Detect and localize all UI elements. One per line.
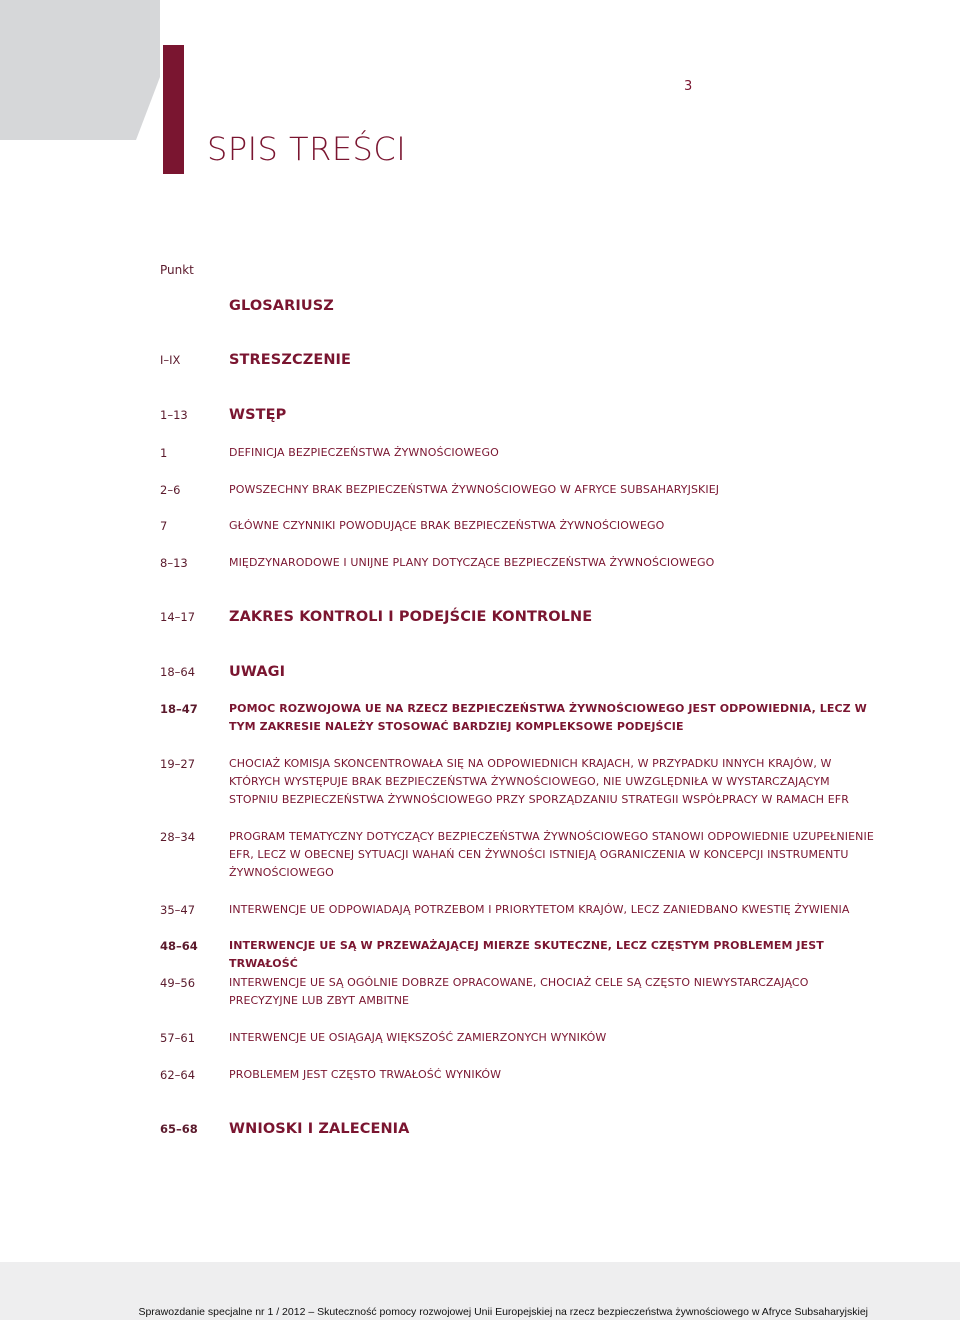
toc-entry-number: 28–34 — [160, 830, 196, 844]
toc-entry-number: 48–64 — [160, 939, 198, 953]
toc-entry-number: 14–17 — [160, 610, 196, 624]
toc-entry-number: 2–6 — [160, 483, 181, 497]
toc-subentry[interactable] — [160, 1029, 880, 1047]
toc-entry-number: I–IX — [160, 353, 181, 367]
toc-subentry[interactable] — [160, 828, 880, 882]
toc-subentry[interactable] — [160, 1066, 880, 1084]
toc-entry-number: 62–64 — [160, 1068, 196, 1082]
toc-entry-title: MIĘDZYNARODOWE I UNIJNE PLANY DOTYCZĄCE BEZPIECZEŃSTWA ŻYWNOŚCIOWEGO — [229, 556, 715, 569]
toc-entry-title: POWSZECHNY BRAK BEZPIECZEŃSTWA ŻYWNOŚCIOWEGO W AFRYCE SUBSAHARYJSKIEJ — [229, 483, 720, 496]
toc-subentry[interactable] — [160, 937, 880, 973]
toc-entry-number: 7 — [160, 519, 168, 533]
toc-entry-glosariusz[interactable] — [160, 296, 880, 316]
toc-entry-title: GŁÓWNE CZYNNIKI POWODUJĄCE BRAK BEZPIECZEŃSTWA ŻYWNOŚCIOWEGO — [229, 519, 665, 532]
toc-entry-number: 35–47 — [160, 903, 196, 917]
toc-entry-number: 1 — [160, 446, 168, 460]
toc-subentry[interactable] — [160, 444, 880, 462]
toc-entry-title: UWAGI — [229, 664, 286, 680]
toc-entry-number: 1–13 — [160, 408, 188, 422]
toc-entry-title: STRESZCZENIE — [229, 352, 352, 368]
toc-subentry[interactable] — [160, 517, 880, 535]
toc-entry-number: 19–27 — [160, 757, 196, 771]
toc-entry-wnioski[interactable] — [160, 1119, 880, 1139]
toc-entry-title: INTERWENCJE UE SĄ W PRZEWAŻAJĄCEJ MIERZE SKUTECZNE, LECZ CZĘSTYM PROBLEMEM JEST TRWAŁOŚĆ — [229, 939, 824, 970]
toc-entry-wstep[interactable] — [160, 405, 880, 425]
footer-band — [0, 1262, 960, 1320]
toc-entry-title: INTERWENCJE UE ODPOWIADAJĄ POTRZEBOM I PRIORYTETOM KRAJÓW, LECZ ZANIEDBANO KWESTIĘ ŻYWIENIA — [229, 903, 850, 916]
page-title: SPIS TREŚCI — [207, 130, 407, 168]
corner-decoration — [0, 0, 160, 140]
toc-entry-title: GLOSARIUSZ — [229, 298, 334, 314]
toc-entry-zakres-kontroli[interactable] — [160, 607, 880, 627]
toc-entry-title: PROBLEMEM JEST CZĘSTO TRWAŁOŚĆ WYNIKÓW — [229, 1068, 502, 1081]
toc-entry-number: 18–64 — [160, 665, 196, 679]
toc-entry-number: 8–13 — [160, 556, 188, 570]
footer-text: Sprawozdanie specjalne nr 1 / 2012 – Skuteczność pomocy rozwojowej Unii Europejskiej na rzecz bezpieczeństwa żywnościowego w Afryce Subsaharyjskiej — [138, 1306, 868, 1318]
toc-entry-number: 65–68 — [160, 1122, 198, 1136]
toc-subentry[interactable] — [160, 974, 880, 1010]
toc-entry-number: 18–47 — [160, 702, 198, 716]
toc-subentry[interactable] — [160, 755, 880, 809]
page-number: 3 — [684, 79, 693, 94]
toc-entry-title: DEFINICJA BEZPIECZEŃSTWA ŻYWNOŚCIOWEGO — [229, 446, 499, 459]
toc-entry-title: WNIOSKI I ZALECENIA — [229, 1121, 410, 1137]
toc-subentry[interactable] — [160, 481, 880, 499]
toc-entry-title: ZAKRES KONTROLI I PODEJŚCIE KONTROLNE — [229, 609, 593, 625]
toc-entry-title: WSTĘP — [229, 407, 287, 423]
toc-entry-title: INTERWENCJE UE SĄ OGÓLNIE DOBRZE OPRACOWANE, CHOCIAŻ CELE SĄ CZĘSTO NIEWYSTARCZAJĄCO PRECYZYJNE LUB ZBYT AMBITNE — [229, 976, 809, 1007]
toc-entry-number: 49–56 — [160, 976, 196, 990]
toc-subentry[interactable] — [160, 554, 880, 572]
toc-entry-title: POMOC ROZWOJOWA UE NA RZECZ BEZPIECZEŃSTWA ŻYWNOŚCIOWEGO JEST ODPOWIEDNIA, LECZ W TYM ZAKRESIE NALEŻY STOSOWAĆ BARDZIEJ KOMPLEKSOWE PODEJŚCIE — [229, 702, 867, 733]
toc-entry-streszczenie[interactable] — [160, 350, 880, 370]
toc-entry-title: PROGRAM TEMATYCZNY DOTYCZĄCY BEZPIECZEŃSTWA ŻYWNOŚCIOWEGO STANOWI ODPOWIEDNIE UZUPEŁNIENIE EFR, LECZ W OBECNEJ SYTUACJI WAHAŃ CEN ŻYWNOŚCI ISTNIEJĄ OGRANICZENIA W KONCEPCJI INSTRUMENTU ŻYWNOŚCIOWEGO — [229, 830, 874, 879]
accent-bar — [163, 45, 184, 174]
toc-entry-title: CHOCIAŻ KOMISJA SKONCENTROWAŁA SIĘ NA ODPOWIEDNICH KRAJACH, W PRZYPADKU INNYCH KRAJÓW, W KTÓRYCH WYSTĘPUJE BRAK BEZPIECZEŃSTWA ŻYWNOŚCIOWEGO, NIE UWZGLĘDNIŁA W WYSTARCZAJĄCYM STOPNIU BEZPIECZEŃSTWA ŻYWNOŚCIOWEGO PRZY SPORZĄDZANIU STRATEGII WSPÓŁPRACY W RAMACH EFR — [229, 757, 849, 806]
toc-subentry[interactable] — [160, 700, 880, 736]
toc-entry-title: INTERWENCJE UE OSIĄGAJĄ WIĘKSZOŚĆ ZAMIERZONYCH WYNIKÓW — [229, 1031, 607, 1044]
toc-entry-number: 57–61 — [160, 1031, 196, 1045]
toc-subentry[interactable] — [160, 901, 880, 919]
column-label: Punkt — [160, 263, 194, 277]
toc-entry-uwagi[interactable] — [160, 662, 880, 682]
